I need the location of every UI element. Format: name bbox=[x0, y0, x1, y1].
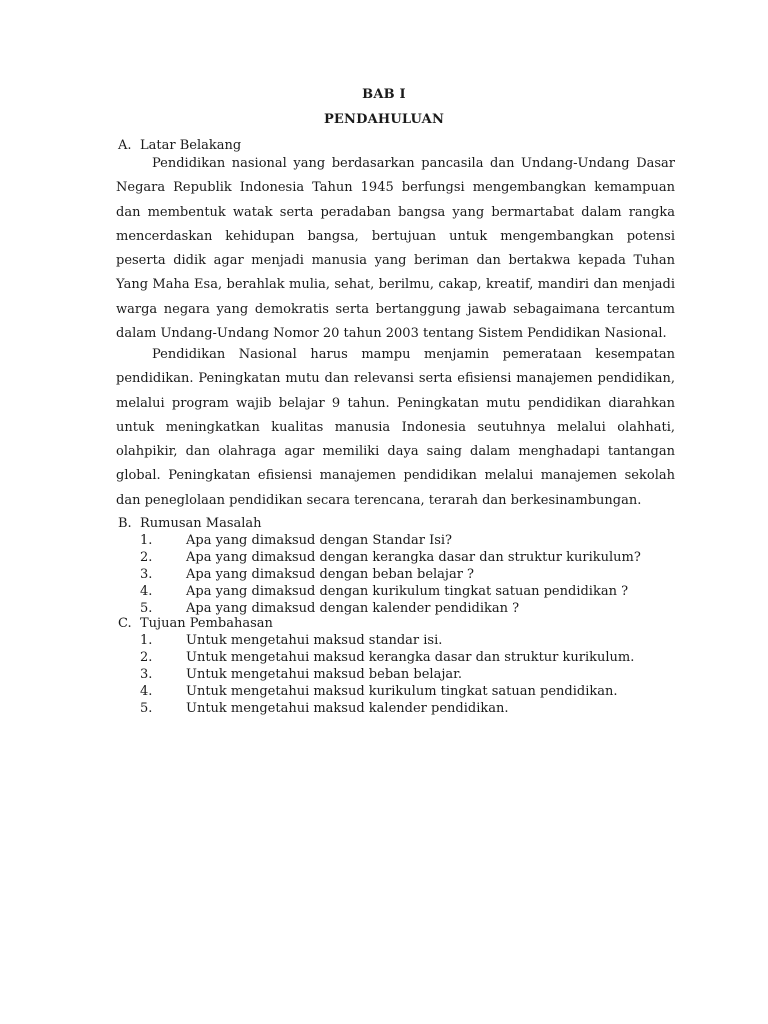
list-item-text: Untuk mengetahui maksud kurikulum tingkat satuan pendidikan. bbox=[186, 684, 618, 699]
objective-list bbox=[140, 632, 634, 717]
chapter-title: PENDAHULUAN bbox=[323, 112, 445, 127]
list-item bbox=[140, 700, 634, 717]
list-item bbox=[140, 632, 634, 649]
list-item-text: Apa yang dimaksud dengan kerangka dasar dan struktur kurikulum? bbox=[186, 550, 641, 565]
list-item bbox=[140, 683, 634, 700]
list-item bbox=[140, 532, 641, 549]
list-item-number: 3. bbox=[140, 667, 153, 682]
list-item-text: Apa yang dimaksud dengan kalender pendidikan ? bbox=[186, 601, 520, 616]
list-item-number: 1. bbox=[140, 533, 153, 548]
list-item-number: 5. bbox=[140, 601, 153, 616]
problem-list bbox=[140, 532, 641, 617]
list-item-text: Untuk mengetahui maksud beban belajar. bbox=[186, 667, 463, 682]
section-a-letter: A. bbox=[118, 138, 132, 153]
list-item-text: Untuk mengetahui maksud standar isi. bbox=[186, 633, 443, 648]
section-c-heading bbox=[118, 616, 273, 632]
chapter-number: BAB I bbox=[362, 87, 406, 102]
list-item-number: 1. bbox=[140, 633, 153, 648]
background-paragraph-1: Pendidikan nasional yang berdasarkan pancasila dan Undang-Undang Dasar Negara Republik Indonesia Tahun 1945 berfungsi mengembangkan kemampuan dan membentuk watak serta peradaban bangsa yang bermartabat dalam rangka mencerdaskan kehidupan bangsa, bertujuan untuk mengembangkan potensi peserta didik agar menjadi manusia yang beriman dan bertakwa kepada Tuhan Yang Maha Esa, berahlak mulia, sehat, berilmu, cakap, kreatif, mandiri dan menjadi warga negara yang demokratis serta bertanggung jawab sebagaimana tercantum dalam Undang-Undang Nomor 20 tahun 2003 tentang Sistem Pendidikan Nasional. bbox=[116, 156, 675, 342]
list-item bbox=[140, 583, 641, 600]
list-item bbox=[140, 666, 634, 683]
section-c-letter: C. bbox=[118, 616, 132, 631]
list-item-number: 2. bbox=[140, 550, 153, 565]
list-item-number: 5. bbox=[140, 701, 153, 716]
section-b-title: Rumusan Masalah bbox=[140, 516, 262, 531]
list-item-text: Apa yang dimaksud dengan Standar Isi? bbox=[186, 533, 453, 548]
list-item bbox=[140, 566, 641, 583]
list-item-text: Untuk mengetahui maksud kerangka dasar dan struktur kurikulum. bbox=[186, 650, 635, 665]
list-item bbox=[140, 549, 641, 566]
list-item-number: 4. bbox=[140, 684, 153, 699]
list-item-number: 3. bbox=[140, 567, 153, 582]
list-item-number: 2. bbox=[140, 650, 153, 665]
list-item bbox=[140, 600, 641, 617]
list-item-text: Untuk mengetahui maksud kalender pendidikan. bbox=[186, 701, 509, 716]
section-a-title: Latar Belakang bbox=[140, 138, 242, 153]
section-c-title: Tujuan Pembahasan bbox=[140, 616, 273, 631]
section-b-heading bbox=[118, 516, 262, 532]
section-b-letter: B. bbox=[118, 516, 132, 531]
list-item-number: 4. bbox=[140, 584, 153, 599]
background-paragraph-2: Pendidikan Nasional harus mampu menjamin pemerataan kesempatan pendidikan. Peningkatan mutu dan relevansi serta efisiensi manajemen pendidikan, melalui program wajib belajar 9 tahun. Peningkatan mutu pendidikan diarahkan untuk meningkatkan kualitas manusia Indonesia seutuhnya melalui olahhati, olahpikir, dan olahraga agar memiliki daya saing dalam menghadapi tantangan global. Peningkatan efisiensi manajemen pendidikan melalui manajemen sekolah dan peneglolaan pendidikan secara terencana, terarah dan berkesinambungan. bbox=[116, 347, 675, 508]
list-item-text: Apa yang dimaksud dengan kurikulum tingkat satuan pendidikan ? bbox=[186, 584, 629, 599]
list-item bbox=[140, 649, 634, 666]
list-item-text: Apa yang dimaksud dengan beban belajar ? bbox=[186, 567, 475, 582]
